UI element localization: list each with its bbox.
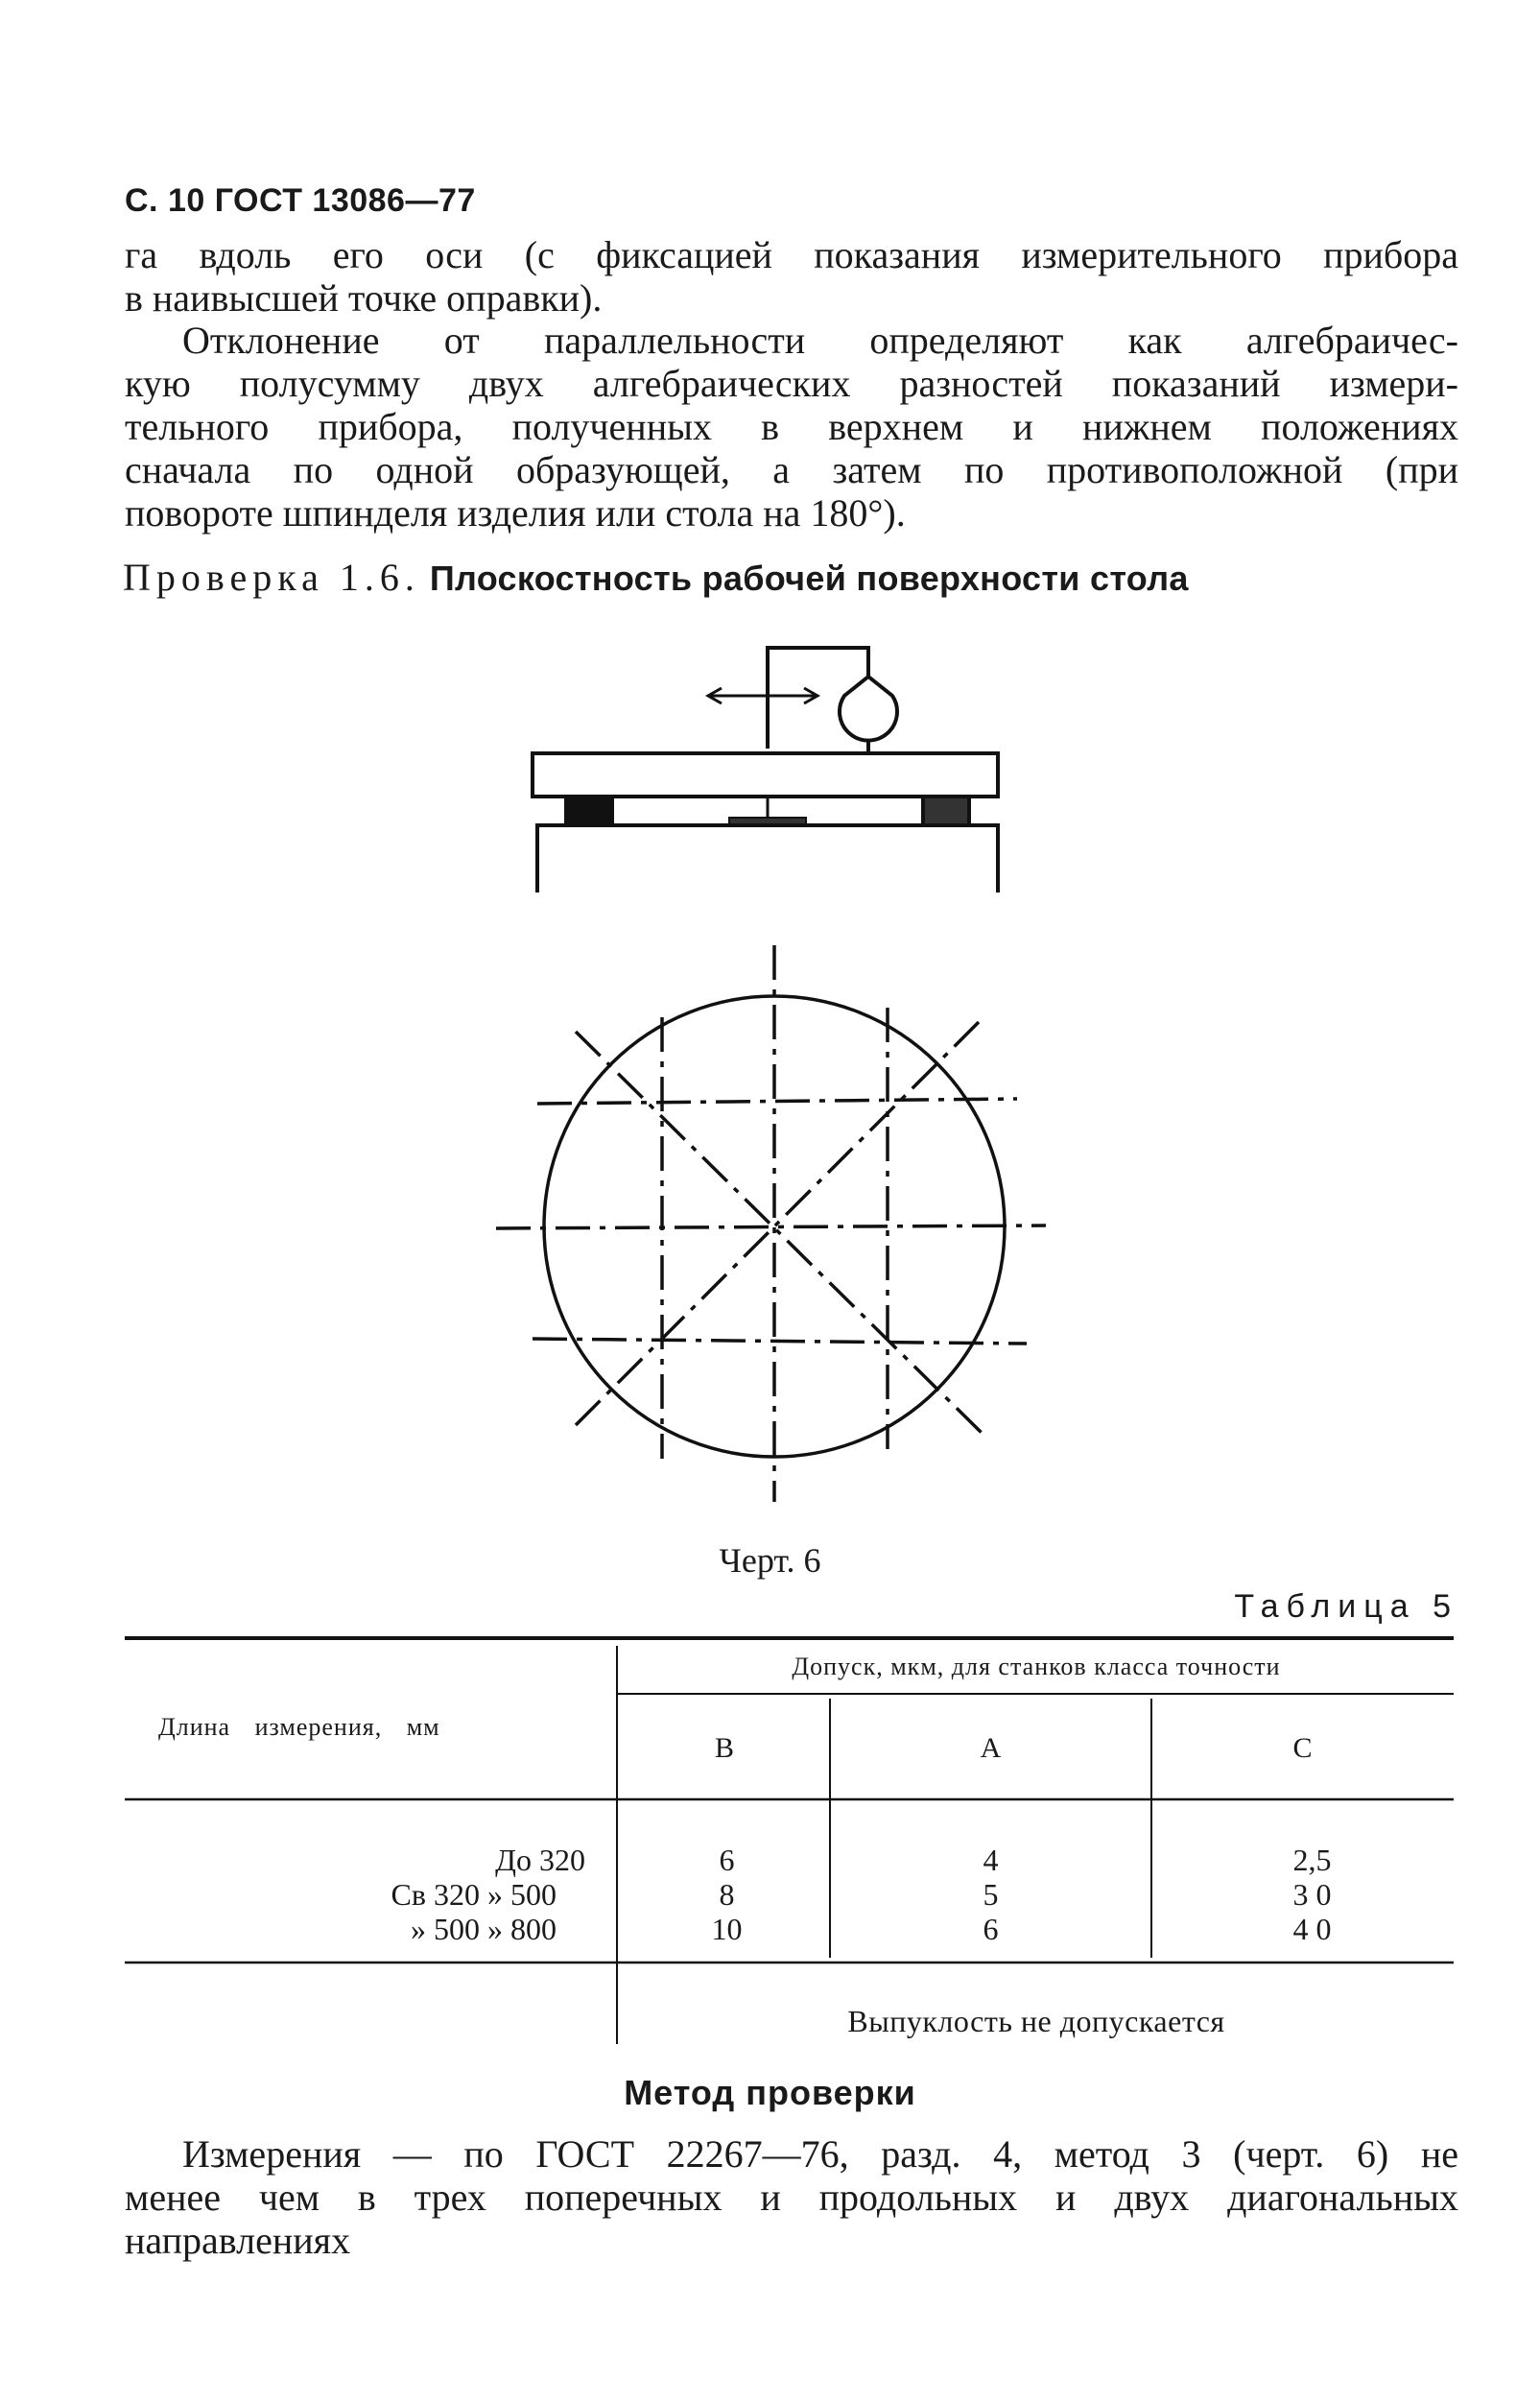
method-title: Метод проверки	[624, 2073, 916, 2112]
transverse-line-3	[533, 1339, 1027, 1344]
length-column	[125, 1843, 585, 1946]
class-header-a: А	[980, 1732, 1002, 1764]
class-header-c: С	[1292, 1732, 1313, 1764]
text-line: направлениях	[125, 2219, 351, 2262]
table-cell-length: » 500 » 800	[411, 1912, 557, 1946]
table-cell: 4	[983, 1843, 999, 1877]
text-line: повороте шпинделя изделия или стола на 180°).	[125, 491, 906, 535]
table-cell-length: До 320	[495, 1843, 585, 1877]
machine-base	[537, 825, 998, 892]
text-line: Измерения — по ГОСТ 22267—76, разд. 4, метод 3 (черт. 6) не	[182, 2132, 1458, 2176]
support-left	[566, 797, 612, 825]
row-header: Длина измерения, мм	[158, 1713, 440, 1741]
table-cell: 6	[983, 1912, 999, 1946]
transverse-line-2	[496, 1225, 1046, 1228]
diagonal-line-1	[576, 1032, 983, 1435]
indicator-bracket	[768, 648, 868, 749]
table-label: Таблица 5	[1234, 1588, 1458, 1625]
text-line: кую полусумму двух алгебраических разностей показаний измери-	[125, 362, 1458, 405]
table-cell: 5	[983, 1877, 999, 1912]
page-header: С. 10 ГОСТ 13086—77	[125, 182, 476, 219]
indicator-gauge-icon	[840, 677, 897, 741]
column-a-values	[830, 1843, 1151, 1946]
table-cell: 6	[719, 1843, 735, 1877]
text-line: сначала по одной образующей, а затем по противоположной (при	[125, 448, 1458, 491]
text-line: Отклонение от параллельности определяют как алгебраичес-	[182, 319, 1458, 362]
text-line: тельного прибора, полученных в верхнем и нижнем положениях	[125, 405, 1458, 448]
table-cell: 8	[719, 1877, 735, 1912]
group-header: Допуск, мкм, для станков класса точности	[792, 1653, 1281, 1680]
table-cell: 4 0	[1292, 1912, 1332, 1946]
check-label: Проверка 1.6.	[123, 556, 420, 599]
column-b-values	[619, 1843, 835, 1946]
table-cell: 10	[711, 1912, 743, 1946]
text-line: менее чем в трех поперечных и продольных и двух диагональных	[125, 2176, 1458, 2219]
table-cell: 3 0	[1292, 1877, 1332, 1912]
transverse-line-1	[537, 1099, 1017, 1104]
column-c-values	[1151, 1843, 1473, 1946]
figure-caption: Черт. 6	[719, 1541, 821, 1580]
text-line: га вдоль его оси (с фиксацией показания измерительного прибора	[125, 233, 1458, 276]
class-header-b: В	[714, 1732, 734, 1764]
support-right	[923, 797, 969, 825]
check-title: Плоскостность рабочей поверхности стола	[429, 559, 1189, 598]
table-cell-length: Св 320 » 500	[391, 1877, 557, 1912]
diagonal-line-2	[576, 1022, 979, 1425]
method-paragraph	[125, 2132, 1458, 2262]
table-cell: 2,5	[1292, 1843, 1332, 1877]
text-line: в наивысшей точке оправки).	[125, 276, 603, 320]
table-plate	[533, 753, 998, 797]
table-note: Выпуклость не допускается	[847, 2004, 1225, 2038]
